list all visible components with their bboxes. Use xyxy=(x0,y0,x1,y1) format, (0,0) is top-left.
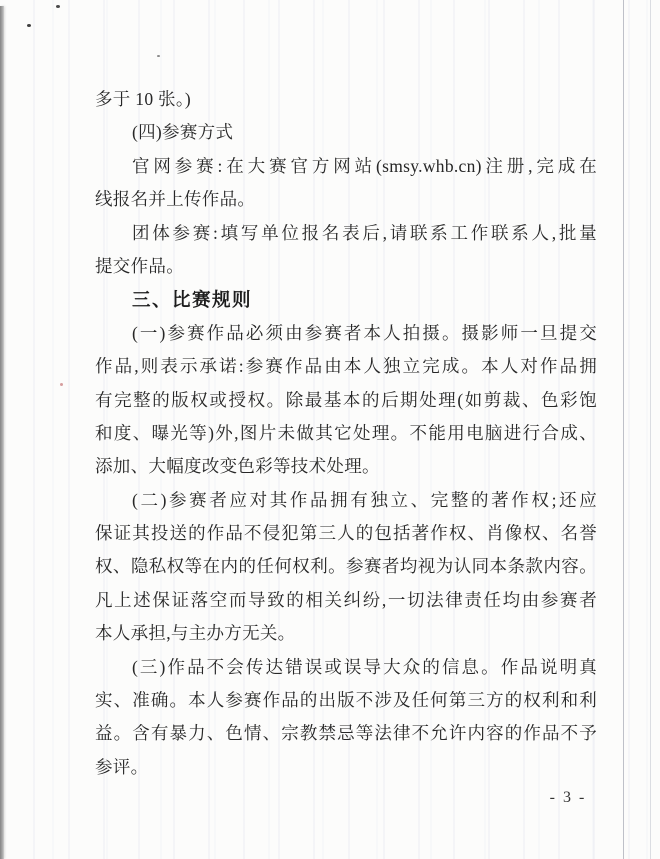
text-line: 和度、曝光等)外,图片未做其它处理。不能用电脑进行合成、 xyxy=(95,422,597,443)
red-ink-speck xyxy=(60,383,63,386)
text-line: 凡上述保证落空而导致的相关纠纷,一切法律责任均由参赛者 xyxy=(95,589,597,610)
text-line: 线报名并上传作品。 xyxy=(95,189,256,210)
text-line: 参评。 xyxy=(95,756,149,777)
text-line: 有完整的版权或授权。除最基本的后期处理(如剪裁、色彩饱 xyxy=(95,389,597,410)
paper-edge-line xyxy=(650,0,651,859)
page-number: - 3 - xyxy=(549,789,587,806)
text-line: (一)参赛作品必须由参赛者本人拍摄。摄影师一旦提交 xyxy=(132,322,597,343)
ink-speck xyxy=(157,55,160,57)
text-line: 权、隐私权等在内的任何权利。参赛者均视为认同本条款内容。 xyxy=(95,556,597,577)
text-line: (三)作品不会传达错误或误导大众的信息。作品说明真 xyxy=(132,656,597,677)
text-line: 作品,则表示承诺:参赛作品由本人独立完成。本人对作品拥 xyxy=(95,356,597,377)
text-line: 官网参赛:在大赛官方网站(smsy.whb.cn)注册,完成在 xyxy=(132,155,597,176)
ink-speck xyxy=(56,5,60,8)
text-line: 添加、大幅度改变色彩等技术处理。 xyxy=(95,456,380,477)
text-line: 益。含有暴力、色情、宗教禁忌等法律不允许内容的作品不予 xyxy=(95,723,597,744)
text-line: (二)参赛者应对其作品拥有独立、完整的著作权;还应 xyxy=(132,489,597,510)
section-heading: 三、比赛规则 xyxy=(132,289,253,311)
text-line: (四)参赛方式 xyxy=(132,122,234,143)
text-line: 保证其投送的作品不侵犯第三人的包括著作权、肖像权、名誉 xyxy=(95,523,597,544)
text-line: 多于 10 张。) xyxy=(95,89,192,109)
text-line: 实、准确。本人参赛作品的出版不涉及任何第三方的权利和利 xyxy=(95,690,597,711)
document-text-block xyxy=(95,83,597,784)
paper-edge-line xyxy=(623,0,624,859)
text-line: 提交作品。 xyxy=(95,255,184,276)
text-line: 团体参赛:填写单位报名表后,请联系工作联系人,批量 xyxy=(132,222,597,243)
ink-speck xyxy=(27,24,31,27)
text-line: 本人承担,与主办方无关。 xyxy=(95,623,296,644)
left-scan-edge xyxy=(0,6,4,859)
